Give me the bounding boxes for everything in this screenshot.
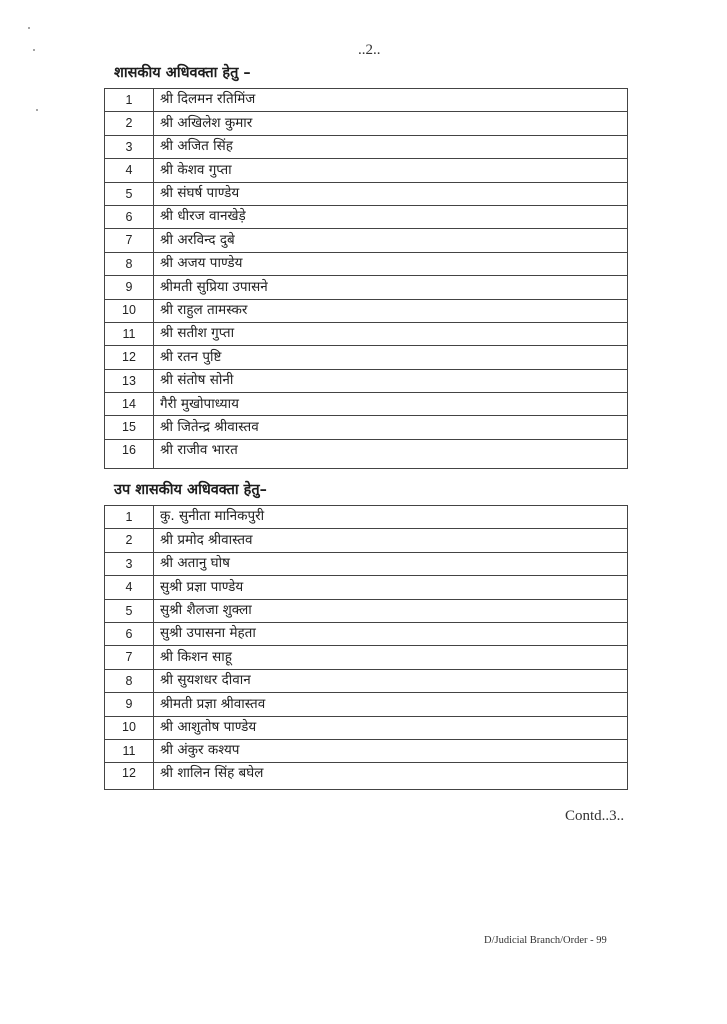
- table-row: [105, 622, 628, 645]
- serial-number-cell: 4: [105, 576, 154, 599]
- advocate-name-cell: श्री जितेन्द्र श्रीवास्तव: [154, 416, 628, 439]
- page-number: ..2..: [358, 42, 381, 58]
- scan-speck: [28, 27, 30, 29]
- advocate-name-cell: श्री प्रमोद श्रीवास्तव: [154, 529, 628, 552]
- advocate-name-cell: श्री अतानु घोष: [154, 552, 628, 575]
- serial-number-cell: 10: [105, 716, 154, 739]
- table-row: [105, 276, 628, 299]
- advocate-name-cell: श्री राजीव भारत: [154, 439, 628, 468]
- advocate-name-cell: श्री संतोष सोनी: [154, 369, 628, 392]
- serial-number-cell: 11: [105, 322, 154, 345]
- section-heading-deputy-government-advocate: उप शासकीय अधिवक्ता हेतु–: [114, 482, 267, 498]
- serial-number-cell: 2: [105, 529, 154, 552]
- serial-number-cell: 10: [105, 299, 154, 322]
- serial-number-cell: 12: [105, 346, 154, 369]
- serial-number-cell: 8: [105, 252, 154, 275]
- table-row: [105, 112, 628, 135]
- advocate-name-cell: श्री सुयशधर दीवान: [154, 669, 628, 692]
- serial-number-cell: 1: [105, 89, 154, 112]
- table-row: [105, 716, 628, 739]
- advocate-name-cell: कु. सुनीता मानिकपुरी: [154, 506, 628, 529]
- advocate-name-cell: श्रीमती सुप्रिया उपासने: [154, 276, 628, 299]
- serial-number-cell: 12: [105, 763, 154, 790]
- serial-number-cell: 13: [105, 369, 154, 392]
- table-row: [105, 159, 628, 182]
- table-row: [105, 763, 628, 790]
- advocate-name-cell: श्री दिलमन रतिमिंज: [154, 89, 628, 112]
- table-row: [105, 693, 628, 716]
- table-row: [105, 439, 628, 468]
- advocate-name-cell: श्री सतीश गुप्ता: [154, 322, 628, 345]
- serial-number-cell: 3: [105, 135, 154, 158]
- scan-speck: [36, 109, 38, 111]
- serial-number-cell: 7: [105, 229, 154, 252]
- advocate-name-cell: श्री शालिन सिंह बघेल: [154, 763, 628, 790]
- table-row: [105, 182, 628, 205]
- serial-number-cell: 5: [105, 599, 154, 622]
- table-row: [105, 506, 628, 529]
- table-row: [105, 205, 628, 228]
- advocate-name-cell: सुश्री प्रज्ञा पाण्डेय: [154, 576, 628, 599]
- serial-number-cell: 6: [105, 205, 154, 228]
- advocate-name-cell: श्री अखिलेश कुमार: [154, 112, 628, 135]
- table-row: [105, 252, 628, 275]
- table-row: [105, 576, 628, 599]
- table-row: [105, 739, 628, 762]
- advocate-name-cell: श्री अजित सिंह: [154, 135, 628, 158]
- table-row: [105, 416, 628, 439]
- table-row: [105, 322, 628, 345]
- table-row: [105, 299, 628, 322]
- advocate-name-cell: श्री संघर्ष पाण्डेय: [154, 182, 628, 205]
- serial-number-cell: 1: [105, 506, 154, 529]
- table-row: [105, 393, 628, 416]
- serial-number-cell: 8: [105, 669, 154, 692]
- table-row: [105, 89, 628, 112]
- advocate-name-cell: श्री धीरज वानखेड़े: [154, 205, 628, 228]
- table-row: [105, 135, 628, 158]
- advocate-name-cell: गैरी मुखोपाध्याय: [154, 393, 628, 416]
- serial-number-cell: 6: [105, 622, 154, 645]
- table-row: [105, 229, 628, 252]
- advocate-name-cell: श्री आशुतोष पाण्डेय: [154, 716, 628, 739]
- serial-number-cell: 14: [105, 393, 154, 416]
- table-row: [105, 529, 628, 552]
- advocate-name-cell: श्री अंकुर कश्यप: [154, 739, 628, 762]
- advocate-name-cell: श्री किशन साहू: [154, 646, 628, 669]
- serial-number-cell: 9: [105, 276, 154, 299]
- advocate-name-cell: श्री अरविन्द दुबे: [154, 229, 628, 252]
- advocate-name-cell: श्री रतन पुष्टि: [154, 346, 628, 369]
- serial-number-cell: 4: [105, 159, 154, 182]
- serial-number-cell: 7: [105, 646, 154, 669]
- footer-reference: D/Judicial Branch/Order - 99: [484, 935, 607, 946]
- table-row: [105, 646, 628, 669]
- advocate-name-cell: श्रीमती प्रज्ञा श्रीवास्तव: [154, 693, 628, 716]
- serial-number-cell: 2: [105, 112, 154, 135]
- advocate-name-cell: श्री राहुल तामस्कर: [154, 299, 628, 322]
- serial-number-cell: 3: [105, 552, 154, 575]
- government-advocate-table: [104, 88, 628, 469]
- advocate-name-cell: श्री अजय पाण्डेय: [154, 252, 628, 275]
- advocate-name-cell: सुश्री शैलजा शुक्ला: [154, 599, 628, 622]
- table-row: [105, 552, 628, 575]
- continuation-note: Contd..3..: [565, 808, 625, 824]
- section-heading-government-advocate: शासकीय अधिवक्ता हेतु –: [114, 65, 251, 81]
- table-row: [105, 669, 628, 692]
- deputy-government-advocate-table: [104, 505, 628, 790]
- serial-number-cell: 15: [105, 416, 154, 439]
- scan-speck: [33, 49, 35, 51]
- table-row: [105, 369, 628, 392]
- serial-number-cell: 5: [105, 182, 154, 205]
- advocate-name-cell: श्री केशव गुप्ता: [154, 159, 628, 182]
- advocate-name-cell: सुश्री उपासना मेहता: [154, 622, 628, 645]
- serial-number-cell: 16: [105, 439, 154, 468]
- table-row: [105, 599, 628, 622]
- serial-number-cell: 11: [105, 739, 154, 762]
- serial-number-cell: 9: [105, 693, 154, 716]
- table-row: [105, 346, 628, 369]
